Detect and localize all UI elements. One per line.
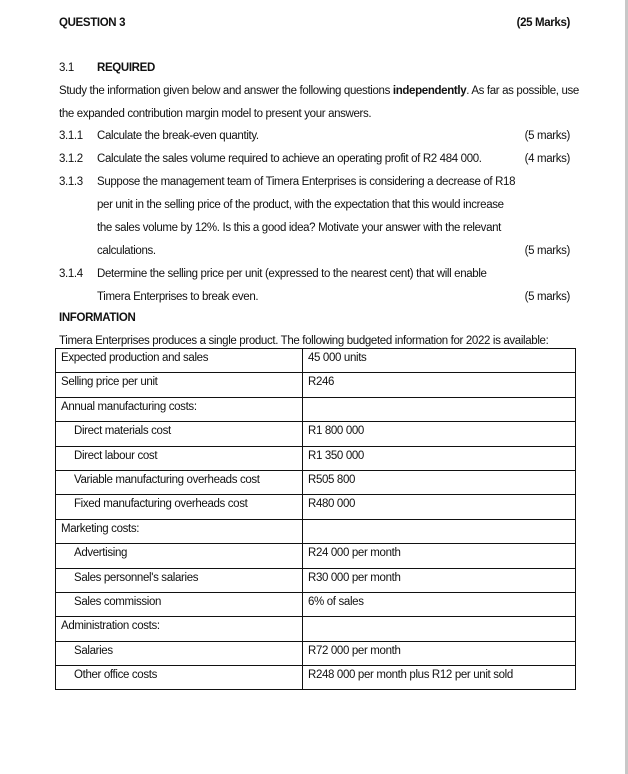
question-text: Suppose the management team of Timera Enterprises is considering a decrease of R18 [97,176,516,188]
row-value: R480 000 [303,495,576,519]
table-row [56,446,576,470]
row-value: 45 000 units [303,349,576,373]
row-label: Variable manufacturing overheads cost [56,470,303,494]
table-row [56,544,576,568]
table-row [56,495,576,519]
question-number: 3.1.3 [59,176,83,188]
question-text: calculations. [97,245,156,257]
intro-text: Study the information given below and answer the following questions [59,85,393,97]
question-marks: (5 marks) [524,291,570,303]
row-label: Sales commission [56,592,303,616]
question-number: 3.1.1 [59,130,83,142]
row-label: Salaries [56,641,303,665]
question-text: Timera Enterprises to break even. [97,291,259,303]
row-value: R1 350 000 [303,446,576,470]
table-row [56,617,576,641]
row-label: Expected production and sales [56,349,303,373]
question-marks: (25 Marks) [516,17,570,29]
question-text: Calculate the break-even quantity. [97,130,259,142]
row-value: R24 000 per month [303,544,576,568]
intro-line-2: the expanded contribution margin model to present your answers. [59,108,372,120]
row-value [303,397,576,421]
row-value: 6% of sales [303,592,576,616]
question-marks: (4 marks) [524,153,570,165]
budget-table [55,348,576,690]
row-label: Administration costs: [56,617,303,641]
table-row [56,519,576,543]
intro-line-1 [59,84,579,98]
row-label: Selling price per unit [56,373,303,397]
row-value [303,519,576,543]
row-value [303,617,576,641]
question-text: Calculate the sales volume required to achieve an operating profit of R2 484 000. [97,153,482,165]
table-row [56,349,576,373]
section-title: REQUIRED [97,62,155,74]
information-title: INFORMATION [59,312,136,324]
table-row [56,373,576,397]
row-label: Other office costs [56,666,303,690]
row-label: Advertising [56,544,303,568]
row-value: R1 800 000 [303,422,576,446]
question-number: 3.1.4 [59,268,83,280]
row-value: R72 000 per month [303,641,576,665]
table-row [56,397,576,421]
row-value: R30 000 per month [303,568,576,592]
table-row [56,568,576,592]
row-label: Sales personnel's salaries [56,568,303,592]
row-value: R246 [303,373,576,397]
row-label: Direct materials cost [56,422,303,446]
question-marks: (5 marks) [524,130,570,142]
row-label: Fixed manufacturing overheads cost [56,495,303,519]
table-row [56,641,576,665]
question-text: the sales volume by 12%. Is this a good idea? Motivate your answer with the relevant [97,222,502,234]
row-label: Annual manufacturing costs: [56,397,303,421]
information-intro: Timera Enterprises produces a single product. The following budgeted information for 2022 is available: [59,335,549,347]
row-value: R248 000 per month plus R12 per unit sold [303,666,576,690]
intro-bold: independently [392,85,467,97]
table-row [56,592,576,616]
intro-text-post: . As far as possible, use [466,85,579,97]
table-row [56,666,576,690]
question-text: Determine the selling price per unit (expressed to the nearest cent) that will enable [97,268,487,280]
table-row [56,470,576,494]
row-label: Direct labour cost [56,446,303,470]
section-number: 3.1 [59,62,74,74]
question-number: 3.1.2 [59,153,83,165]
question-text: per unit in the selling price of the product, with the expectation that this would increase [97,199,504,211]
table-row [56,422,576,446]
row-value: R505 800 [303,470,576,494]
question-marks: (5 marks) [524,245,570,257]
row-label: Marketing costs: [56,519,303,543]
question-title: QUESTION 3 [59,17,126,29]
